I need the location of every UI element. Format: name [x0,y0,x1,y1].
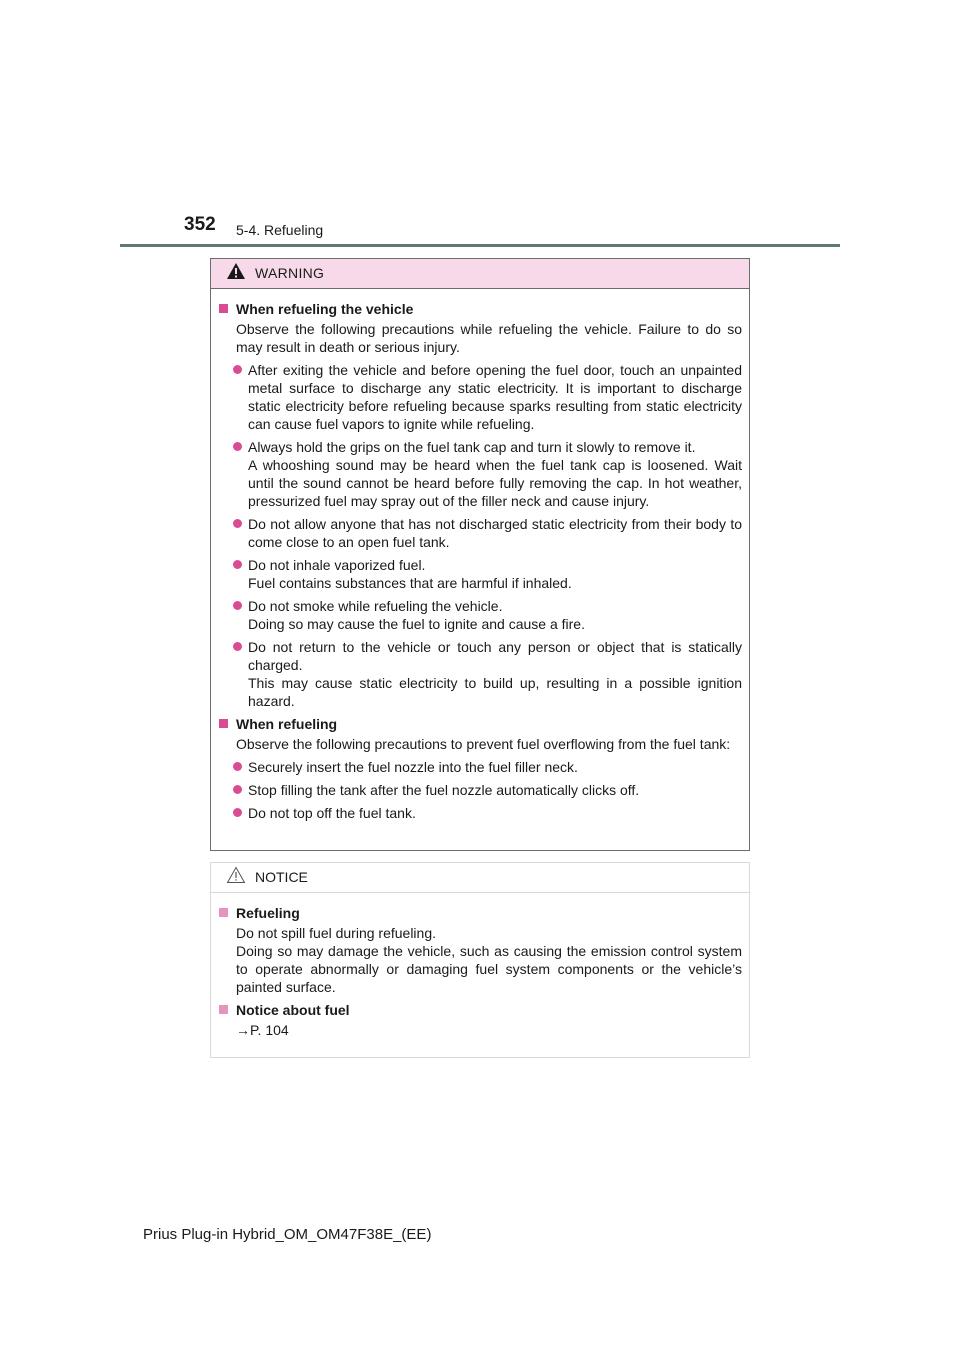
round-bullet-icon [233,519,242,528]
list-item-text: Always hold the grips on the fuel tank cap and turn it slowly to remove it. [248,439,696,455]
round-bullet-icon [233,365,242,374]
list-item [218,597,742,633]
list-item-text: Do not top off the fuel tank. [248,805,416,821]
warning-title: WARNING [255,265,325,281]
section-heading [218,904,742,922]
list-item-text: Stop filling the tank after the fuel nozzle automatically clicks off. [248,782,640,798]
round-bullet-icon [233,601,242,610]
warning-triangle-icon [226,262,246,280]
list-item [218,638,742,710]
notice-header [211,863,749,893]
notice-body [211,893,749,1039]
square-bullet-icon [219,908,228,917]
section-heading [218,1001,742,1019]
heading-text: Refueling [236,905,300,921]
heading-text: When refueling [236,716,338,732]
list-item [218,515,742,551]
caution-triangle-icon [226,866,246,884]
square-bullet-icon [219,1005,228,1014]
warning-body [211,289,749,822]
list-item-text: Do not return to the vehicle or touch any person or object that is statically charged. [248,639,742,673]
round-bullet-icon [233,762,242,771]
page-header [0,0,960,250]
list-item [218,758,742,776]
section-heading [218,715,742,733]
list-item-text: Do not smoke while refueling the vehicle. [248,598,503,614]
notice-paragraph [218,924,742,996]
warning-box [210,258,750,851]
list-item [218,804,742,822]
list-item-text: Securely insert the fuel nozzle into the fuel filler neck. [248,759,578,775]
page-number: 352 [184,214,216,235]
list-item-text: A whooshing sound may be heard when the fuel tank cap is loosened. Wait until the sound cannot be heard before fully removing the cap. In hot weather, pressurized fuel may spray out of the filler neck and cause injury. [248,457,742,509]
header-divider [120,244,840,247]
list-item-text: This may cause static electricity to build up, resulting in a possible ignition hazard. [248,675,742,709]
round-bullet-icon [233,442,242,451]
intro-paragraph: Observe the following precautions to prevent fuel overflowing from the fuel tank: [236,736,731,752]
square-bullet-icon [219,719,228,728]
intro-paragraph: Observe the following precautions while refueling the vehicle. Failure to do so may result in death or serious injury. [236,321,742,355]
list-item [218,781,742,799]
paragraph-line: Do not spill fuel during refueling. [236,925,437,941]
paragraph-line: Doing so may damage the vehicle, such as causing the emission control system to operate abnormally or damaging fuel system components or the vehicle’s painted surface. [236,943,742,995]
warning-header [211,259,749,289]
list-item-text: Doing so may cause the fuel to ignite and cause a fire. [248,616,585,632]
manual-id: Prius Plug-in Hybrid_OM_OM47F38E_(EE) [143,1226,432,1243]
round-bullet-icon [233,560,242,569]
heading-text: Notice about fuel [236,1002,350,1018]
square-bullet-icon [219,304,228,313]
list-item [218,438,742,510]
list-item [218,361,742,433]
list-item-text: Do not allow anyone that has not discharged static electricity from their body to come close to an open fuel tank. [248,516,742,550]
heading-text: When refueling the vehicle [236,301,414,317]
round-bullet-icon [233,808,242,817]
notice-title: NOTICE [255,869,308,885]
list-item [218,556,742,592]
section-heading [218,300,742,318]
reference-text: →P. 104 [236,1022,289,1038]
notice-box [210,862,750,1058]
section-title: 5-4. Refueling [236,222,324,238]
page-reference-link[interactable] [218,1021,742,1039]
round-bullet-icon [233,785,242,794]
list-item-text: Fuel contains substances that are harmful if inhaled. [248,575,572,591]
list-item-text: Do not inhale vaporized fuel. [248,557,426,573]
list-item-text: After exiting the vehicle and before opening the fuel door, touch an unpainted metal surface to discharge any static electricity. It is important to discharge static electricity before refueling because sparks resulting from static electricity can cause fuel vapors to ignite while refueling. [248,362,742,432]
round-bullet-icon [233,642,242,651]
